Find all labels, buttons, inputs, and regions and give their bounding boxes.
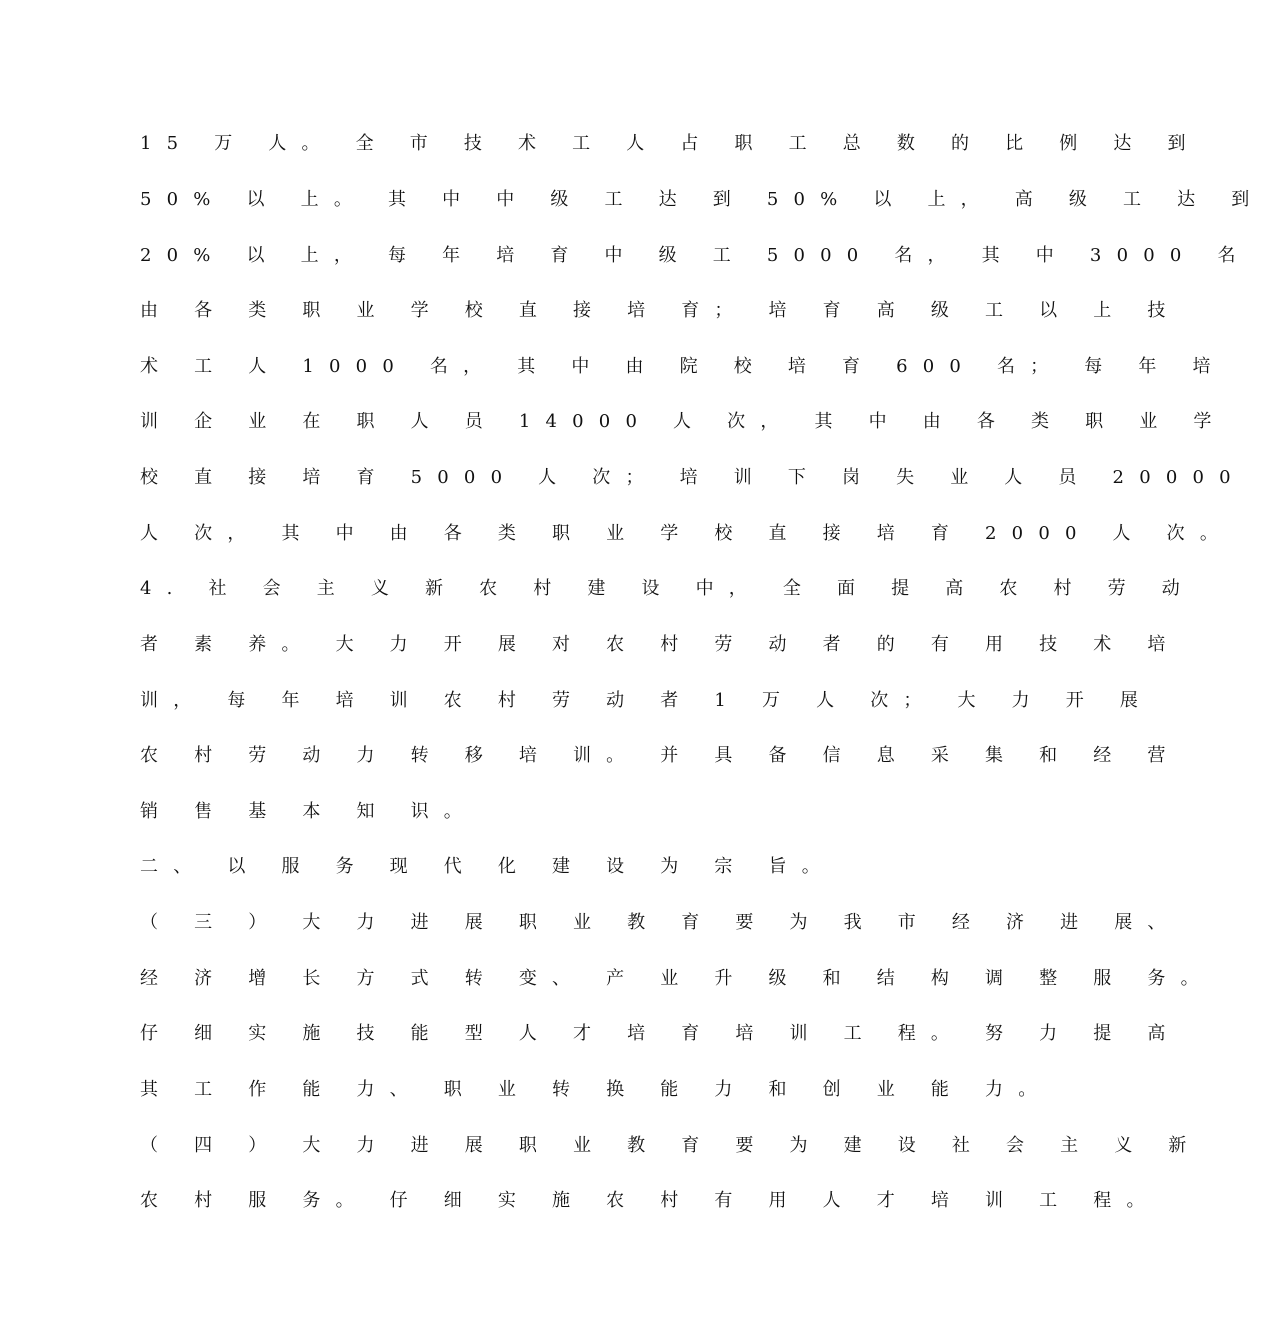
- text-line: 经 济 增 长 方 式 转 变、 产 业 升 级 和 结 构 调 整 服 务。: [140, 968, 1214, 989]
- text-line: 仔 细 实 施 技 能 型 人 才 培 育 培 训 工 程。 努 力 提 高: [140, 1023, 1181, 1044]
- text-line: 训 企 业 在 职 人 员 14000 人 次， 其 中 由 各 类 职 业 学: [140, 411, 1227, 432]
- text-line: （ 三 ） 大 力 进 展 职 业 教 育 要 为 我 市 经 济 进 展、: [140, 912, 1181, 933]
- text-line: 50% 以 上。 其 中 中 级 工 达 到 50% 以 上， 高 级 工 达 到: [140, 189, 1264, 210]
- text-line: 人 次， 其 中 由 各 类 职 业 学 校 直 接 培 育 2000 人 次。: [140, 523, 1234, 544]
- text-line: 农 村 服 务。 仔 细 实 施 农 村 有 用 人 才 培 训 工 程。: [140, 1190, 1160, 1211]
- text-line: 者 素 养。 大 力 开 展 对 农 村 劳 动 者 的 有 用 技 术 培: [140, 634, 1181, 655]
- text-line: 术 工 人 1000 名， 其 中 由 院 校 培 育 600 名； 每 年 培: [140, 356, 1226, 377]
- text-line: 20% 以 上， 每 年 培 育 中 级 工 5000 名， 其 中 3000 名: [140, 245, 1251, 266]
- text-line: 农 村 劳 动 力 转 移 培 训。 并 具 备 信 息 采 集 和 经 营: [140, 745, 1181, 766]
- text-line: 由 各 类 职 业 学 校 直 接 培 育； 培 育 高 级 工 以 上 技: [140, 300, 1181, 321]
- text-line: （ 四 ） 大 力 进 展 职 业 教 育 要 为 建 设 社 会 主 义 新: [140, 1135, 1202, 1156]
- text-line: 4. 社 会 主 义 新 农 村 建 设 中， 全 面 提 高 农 村 劳 动: [140, 578, 1195, 599]
- section-heading: 二、 以 服 务 现 代 化 建 设 为 宗 旨。: [140, 856, 835, 877]
- text-line: 销 售 基 本 知 识。: [140, 801, 478, 822]
- text-line: 15 万 人。 全 市 技 术 工 人 占 职 工 总 数 的 比 例 达 到: [140, 133, 1201, 154]
- text-line: 其 工 作 能 力、 职 业 转 换 能 力 和 创 业 能 力。: [140, 1079, 1052, 1100]
- text-line: 训， 每 年 培 训 农 村 劳 动 者 1 万 人 次； 大 力 开 展: [140, 690, 1154, 711]
- text-line: 校 直 接 培 育 5000 人 次； 培 训 下 岗 失 业 人 员 20000: [140, 467, 1246, 488]
